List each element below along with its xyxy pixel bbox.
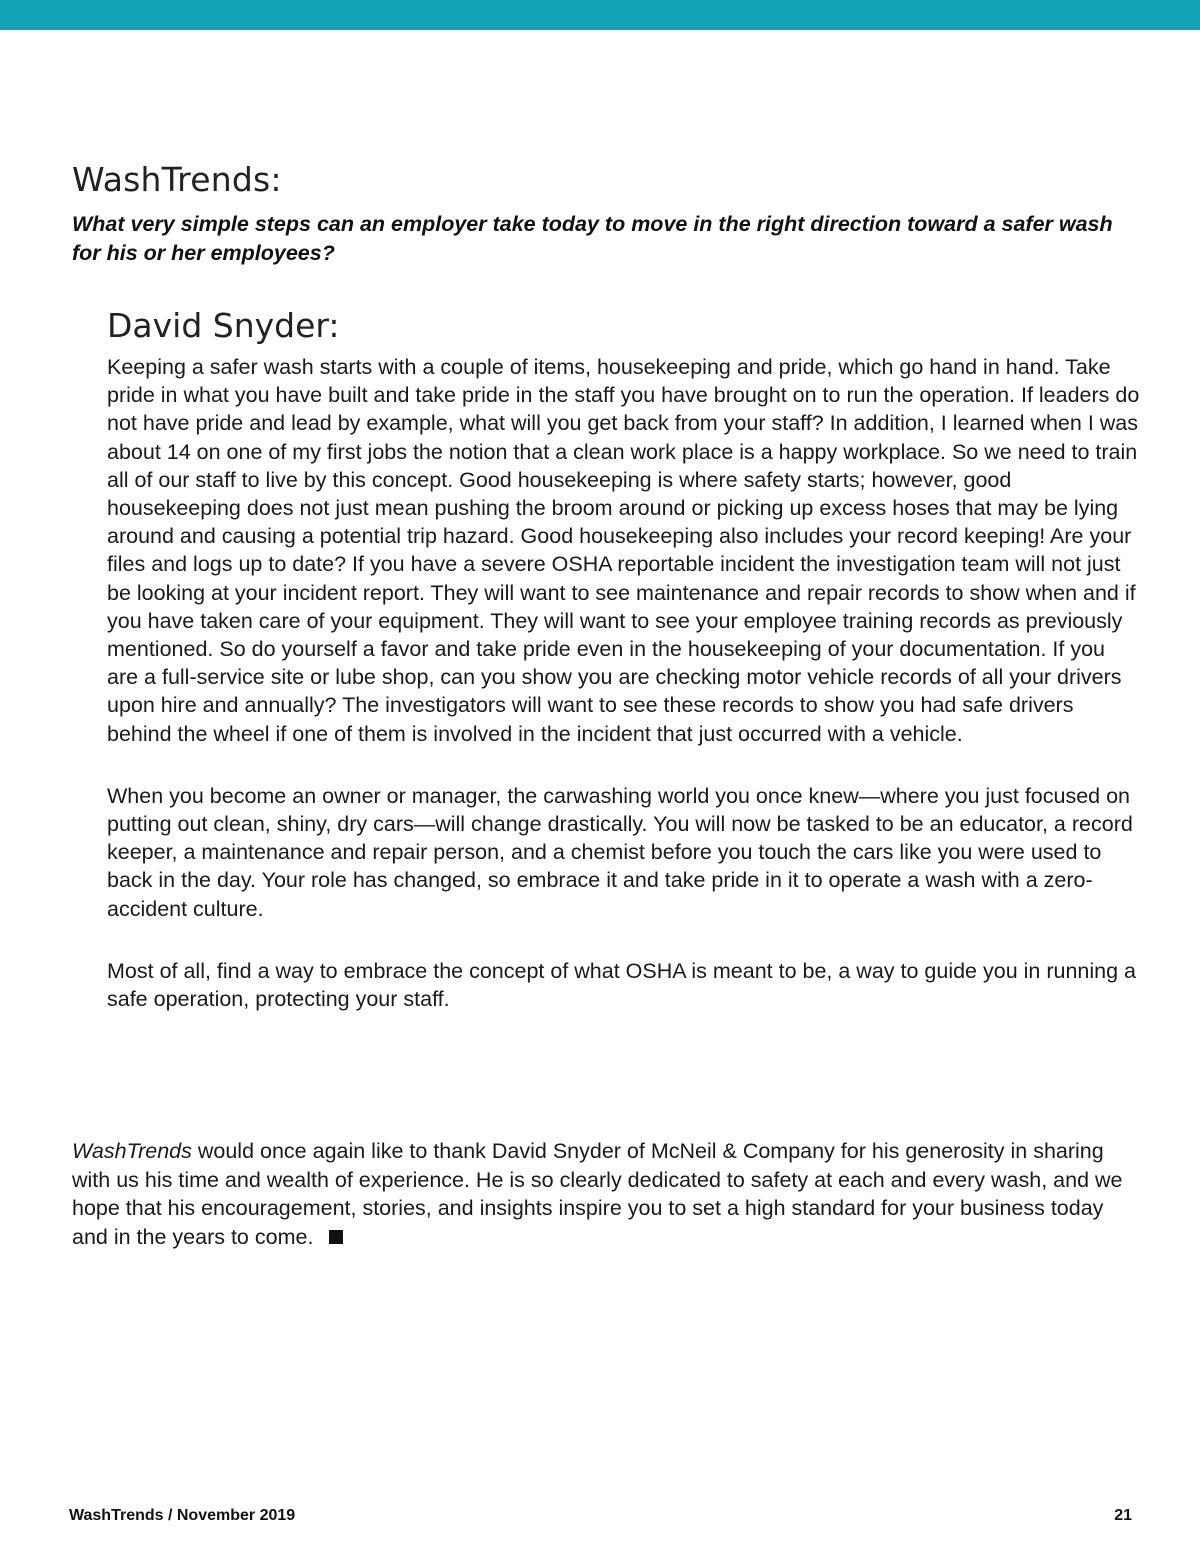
closing-paragraph <box>72 1137 1132 1251</box>
answer-paragraph: Keeping a safer wash starts with a couple of items, housekeeping and pride, which go hand in hand. Take pride in what you have built and take pride in the staff you have brought on to run the operation. If leaders do not have pride and lead by example, what will you get back from your staff? In addition, I learned when I was about 14 on one of my first jobs the notion that a clean work place is a happy workplace. So we need to train all of our staff to live by this concept. Good housekeeping is where safety starts; however, good housekeeping does not just mean pushing the broom around or picking up excess hoses that may be lying around and causing a potential trip hazard. Good housekeeping also includes your record keeping! Are your files and logs up to date? If you have a severe OSHA reportable incident the investigation team will not just be looking at your incident report. They will want to see maintenance and repair records to show when and if you have taken care of your equipment. They will want to see your employee training records as previously mentioned. So do yourself a favor and take pride even in the housekeeping of your documentation. If you are a full-service site or lube shop, can you show you are checking motor vehicle records of all your drivers upon hire and annually? The investigators will want to see these records to show you had safe drivers behind the wheel if one of them is involved in the incident that just occurred with a vehicle. <box>107 355 1140 746</box>
closing-text: would once again like to thank David Snyder of McNeil & Company for his generosity in sharing with us his time and wealth of experience. He is so clearly dedicated to safety at each and every wash, and we hope that his encouragement, stories, and insights inspire you to set a high standard for your business today and in the years to come. <box>72 1139 1123 1249</box>
answer-paragraph: When you become an owner or manager, the carwashing world you once knew—where you just focused on putting out clean, shiny, dry cars—will change drastically. You will now be tasked to be an educator, a record keeper, a maintenance and repair person, and a chemist before you touch the cars like you were used to back in the day. Your role has changed, so embrace it and take pride in it to operate a wash with a zero-accident culture. <box>107 783 1133 921</box>
answer-body <box>107 353 1142 1047</box>
answer-speaker-label: David Snyder: <box>107 306 340 345</box>
question-speaker-label: WashTrends: <box>72 160 282 199</box>
footer-publication-issue: WashTrends / November 2019 <box>69 1507 296 1524</box>
footer-page-number: 21 <box>1114 1507 1132 1524</box>
end-of-article-icon <box>329 1230 343 1244</box>
closing-publication-name: WashTrends <box>72 1139 192 1163</box>
question-text: What very simple steps can an employer take today to move in the right direction toward a safer wash for his or her employees? <box>72 212 1113 265</box>
top-accent-bar <box>0 0 1200 30</box>
answer-paragraph: Most of all, find a way to embrace the concept of what OSHA is meant to be, a way to guide you in running a safe operation, protecting your staff. <box>107 958 1136 1012</box>
